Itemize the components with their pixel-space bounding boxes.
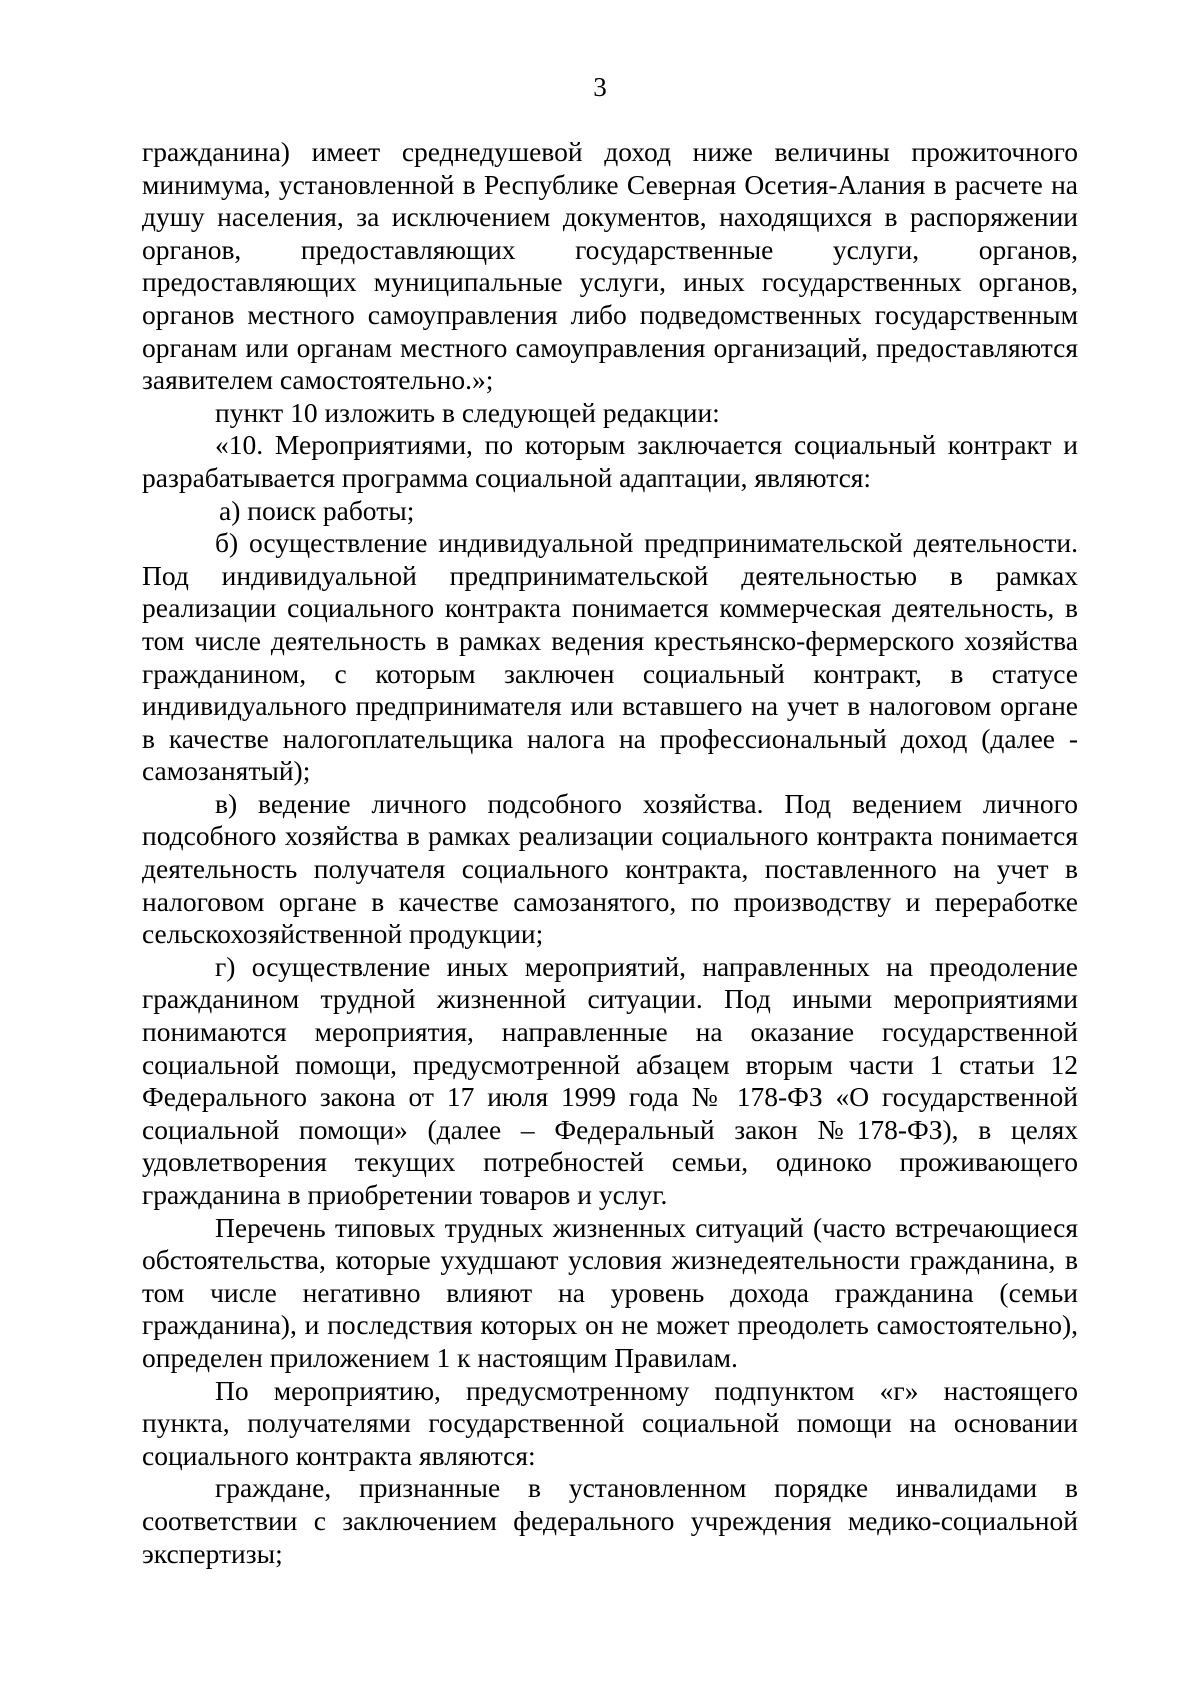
paragraph-item-10-intro: пункт 10 изложить в следующей редакции: bbox=[215, 396, 720, 428]
paragraph-subitem-b: б) осуществление индивидуальной предпринимательской деятельности. Под индивидуальной предпринимательской деятельностью в рамках реализации социального контракта понимается коммерческая деятельность, в том числе деятельность в рамках ведения крестьянско-фермерского хозяйства гражданином, с которым заключен социальный контракт, в статусе индивидуального предпринимателя или вставшего на учет в налоговом органе в качестве налогоплательщика налога на профессиональный доход (далее - самозанятый); bbox=[142, 527, 1078, 787]
paragraph-situations-list: Перечень типовых трудных жизненных ситуаций (часто встречающиеся обстоятельства, которые ухудшают условия жизнедеятельности гражданина, в том числе негативно влияют на уровень дохода гражданина (семьи гражданина), и последствия которых он не может преодолеть самостоятельно), определен приложением 1 к настоящим Правилам. bbox=[142, 1211, 1078, 1373]
paragraph-recipients-disabled: граждане, признанные в установленном порядке инвалидами в соответствии с заключением федерального учреждения медико-социальной экспертизы; bbox=[142, 1472, 1078, 1569]
paragraph-subitem-g: г) осуществление иных мероприятий, направленных на преодоление гражданином трудной жизненной ситуации. Под иными мероприятиями понимаются мероприятия, направленные на оказание государственной социальной помощи, предусмотренной абзацем вторым части 1 статьи 12 Федерального закона от 17 июля 1999 года № 178-ФЗ «О государственной социальной помощи» (далее – Федеральный закон №178-ФЗ), в целях удовлетворения текущих потребностей семьи, одиноко проживающего гражданина в приобретении товаров и услуг. bbox=[142, 950, 1078, 1210]
paragraph-item-10-text: «10. Мероприятиями, по которым заключается социальный контракт и разрабатывается программа социальной адаптации, являются: bbox=[142, 429, 1078, 493]
document-body bbox=[142, 136, 1078, 1570]
paragraph-subitem-a: а) поиск работы; bbox=[219, 494, 415, 526]
paragraph-continuation: гражданина) имеет среднедушевой доход ниже величины прожиточного минимума, установленной в Республике Северная Осетия-Алания в расчете на душу населения, за исключением документов, находящихся в распоряжении органов, предоставляющих государственные услуги, органов, предоставляющих муниципальные услуги, иных государственных органов, органов местного самоуправления либо подведомственных государственным органам или органам местного самоуправления организаций, предоставляются заявителем самостоятельно.»; bbox=[142, 136, 1078, 396]
paragraph-recipients-intro: По мероприятию, предусмотренному подпунктом «г» настоящего пункта, получателями государственной социальной помощи на основании социального контракта являются: bbox=[142, 1374, 1078, 1471]
page-number: 3 bbox=[593, 72, 607, 102]
paragraph-subitem-v: в) ведение личного подсобного хозяйства. Под ведением личного подсобного хозяйства в рамках реализации социального контракта понимается деятельность получателя социального контракта, поставленного на учет в налоговом органе в качестве самозанятого, по производству и переработке сельскохозяйственной продукции; bbox=[142, 787, 1078, 950]
